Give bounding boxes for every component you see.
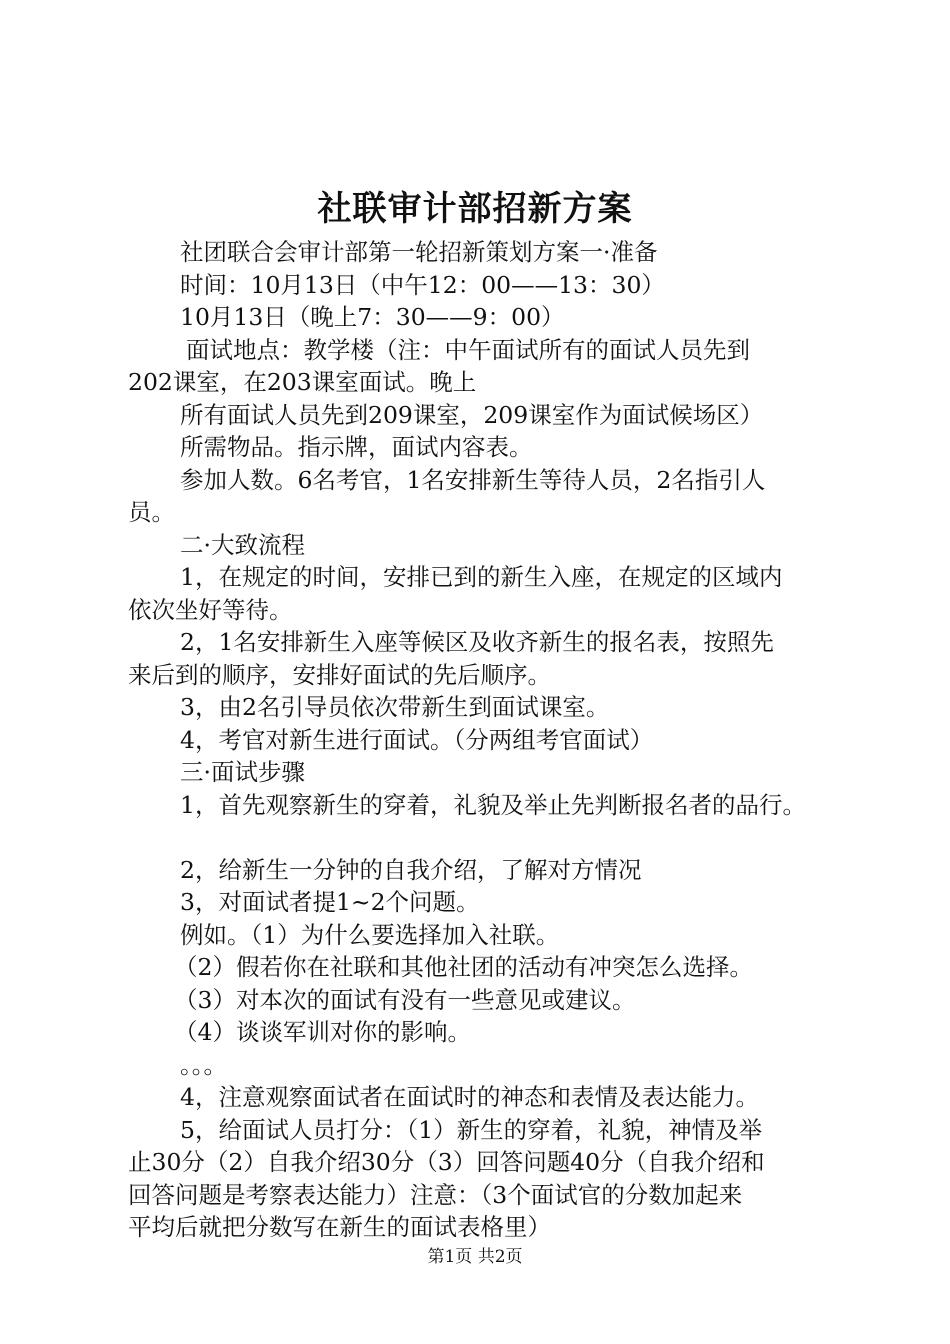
page-footer: 第1页 共2页 (427, 1247, 523, 1267)
paragraph-line: （3）对本次的面试有没有一些意见或建议。 (174, 985, 636, 1014)
paragraph-line: 面试地点：教学楼（注：中午面试所有的面试人员先到 (186, 335, 750, 364)
paragraph-line: （4）谈谈军训对你的影响。 (174, 1018, 471, 1046)
paragraph-line: 4，考官对新生进行面试。（分两组考官面试） (180, 725, 654, 754)
paragraph-line: 3，由2名引导员依次带新生到面试课室。 (180, 693, 610, 721)
paragraph-line: 10月13日（晚上7：30——9：00） (180, 303, 565, 331)
document-title: 社联审计部招新方案 (317, 189, 633, 229)
section-heading: 二·大致流程 (180, 530, 305, 559)
paragraph-line: 员。 (128, 498, 175, 526)
paragraph-line: 3，对面试者提1~2个问题。 (180, 888, 480, 916)
paragraph-line: 所有面试人员先到209课室，209课室作为面试候场区） (180, 400, 764, 429)
paragraph-line: 202课室，在203课室面试。晚上 (128, 368, 477, 396)
paragraph-line: 时间：10月13日（中午12：00——13：30） (180, 270, 665, 299)
paragraph-line: 。。。 (180, 1050, 227, 1079)
paragraph-line: 止30分（2）自我介绍30分（3）回答问题40分（自我介绍和 (128, 1148, 765, 1176)
paragraph-line: 依次坐好等待。 (128, 595, 293, 624)
paragraph-line: 4，注意观察面试者在面试时的神态和表情及表达能力。 (180, 1083, 759, 1111)
paragraph-line: 参加人数。6名考官，1名安排新生等待人员，2名指引人 (180, 465, 766, 494)
paragraph-line: 回答问题是考察表达能力）注意：（3个面试官的分数加起来 (128, 1180, 743, 1209)
paragraph-line: 来后到的顺序，安排好面试的先后顺序。 (128, 660, 551, 689)
paragraph-line: 平均后就把分数写在新生的面试表格里） (128, 1213, 551, 1241)
paragraph-line: 1，在规定的时间，安排已到的新生入座，在规定的区域内 (180, 563, 783, 591)
paragraph-line: 2，1名安排新生入座等候区及收齐新生的报名表，按照先 (180, 628, 774, 656)
paragraph-line: 所需物品。指示牌，面试内容表。 (180, 433, 533, 461)
paragraph-line: 5，给面试人员打分：（1）新生的穿着，礼貌，神情及举 (180, 1115, 763, 1144)
blank-line (128, 821, 838, 854)
document-body (128, 236, 838, 1244)
paragraph-line: 1，首先观察新生的穿着，礼貌及举止先判断报名者的品行。 (180, 790, 806, 819)
paragraph-line: 2，给新生一分钟的自我介绍，了解对方情况 (180, 855, 642, 884)
section-heading: 三·面试步骤 (180, 758, 305, 786)
paragraph-line: 社团联合会审计部第一轮招新策划方案一·准备 (180, 238, 658, 266)
paragraph-line: （2）假若你在社联和其他社团的活动有冲突怎么选择。 (174, 953, 753, 981)
paragraph-line: 例如。（1）为什么要选择加入社联。 (180, 920, 560, 949)
